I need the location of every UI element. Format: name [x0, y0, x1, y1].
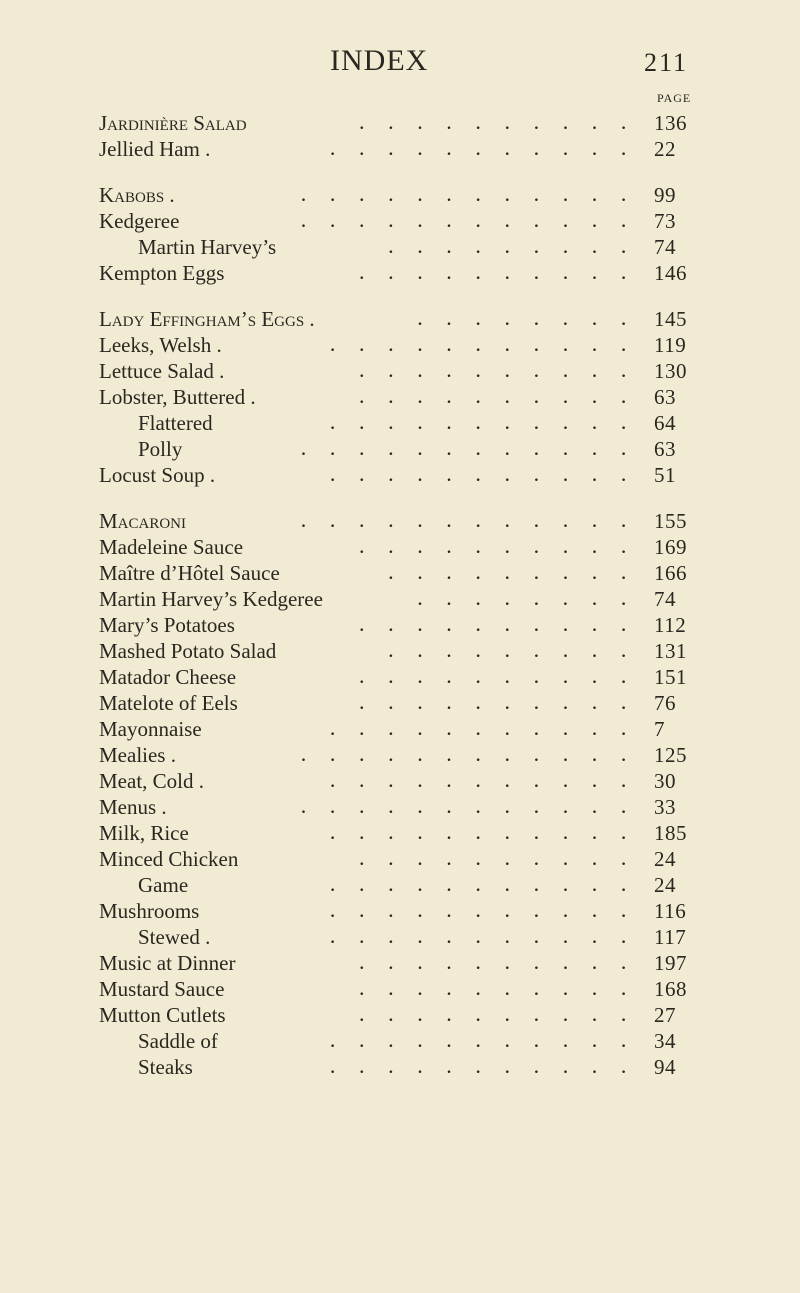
entry-page-number: 185 [654, 821, 687, 845]
index-entry [0, 768, 800, 794]
entry-page-number: 94 [654, 1055, 676, 1079]
index-entry [0, 872, 800, 898]
index-entry [0, 260, 800, 286]
page-number: 211 [644, 48, 689, 77]
index-entry [0, 560, 800, 586]
entry-page-number: 76 [654, 691, 676, 715]
index-entry [0, 976, 800, 1002]
dot-leader: ........ [417, 305, 650, 330]
entry-label: Mealies . [99, 743, 176, 767]
entry-page-number: 30 [654, 769, 676, 793]
dot-leader: .......... [359, 533, 650, 558]
entry-label: Jardinière Salad [99, 111, 247, 135]
entry-page-number: 131 [654, 639, 687, 663]
index-entry [0, 234, 800, 260]
entry-label: Menus . [99, 795, 167, 819]
entry-label: Martin Harvey’s Kedgeree [99, 587, 323, 611]
entry-page-number: 119 [654, 333, 687, 357]
dot-leader: .......... [359, 845, 650, 870]
entry-label: Martin Harvey’s [138, 235, 277, 259]
entry-label: Kedgeree [99, 209, 180, 233]
entry-label: Madeleine Sauce [99, 535, 244, 559]
entry-label: Steaks [138, 1055, 193, 1079]
dot-leader: .......... [359, 663, 650, 688]
index-entry [0, 1028, 800, 1054]
index-entry [0, 716, 800, 742]
index-entry [0, 332, 800, 358]
entry-label: Meat, Cold . [99, 769, 204, 793]
entry-label: Maître d’Hôtel Sauce [99, 561, 280, 585]
entry-page-number: 125 [654, 743, 687, 767]
dot-leader: .......... [359, 975, 650, 1000]
entry-page-number: 197 [654, 951, 687, 975]
index-entry [0, 462, 800, 488]
dot-leader: ........... [329, 409, 650, 434]
dot-leader: ............ [300, 793, 650, 818]
index-entry [0, 846, 800, 872]
dot-leader: ........... [329, 767, 650, 792]
index-entry [0, 924, 800, 950]
index-entry [0, 742, 800, 768]
index-entry [0, 208, 800, 234]
entry-label: Leeks, Welsh . [99, 333, 222, 357]
index-entry [0, 950, 800, 976]
entry-page-number: 24 [654, 873, 676, 897]
entry-page-number: 146 [654, 261, 687, 285]
entry-page-number: 168 [654, 977, 687, 1001]
index-entry [0, 508, 800, 534]
entry-label: Polly [138, 437, 183, 461]
dot-leader: ........... [329, 819, 650, 844]
entry-page-number: 74 [654, 235, 676, 259]
dot-leader: ........... [329, 331, 650, 356]
index-entry [0, 586, 800, 612]
entry-page-number: 22 [654, 137, 676, 161]
entry-page-number: 130 [654, 359, 687, 383]
dot-leader: ......... [388, 233, 650, 258]
entry-label: Matelote of Eels [99, 691, 238, 715]
entry-label: Mushrooms [99, 899, 200, 923]
index-entry [0, 358, 800, 384]
entry-label: Lobster, Buttered . [99, 385, 256, 409]
page-column-label: PAGE [657, 91, 692, 105]
dot-leader: .......... [359, 1001, 650, 1026]
dot-leader: .......... [359, 949, 650, 974]
dot-leader: ........... [329, 461, 650, 486]
entry-label: Lady Effingham’s Eggs . [99, 307, 315, 331]
entry-label: Mutton Cutlets [99, 1003, 226, 1027]
entry-page-number: 99 [654, 183, 676, 207]
entry-page-number: 116 [654, 899, 687, 923]
dot-leader: ............ [300, 741, 650, 766]
dot-leader: ............ [300, 207, 650, 232]
index-entry [0, 898, 800, 924]
entry-page-number: 136 [654, 111, 687, 135]
dot-leader: .......... [359, 383, 650, 408]
entry-page-number: 169 [654, 535, 687, 559]
entry-label: Mustard Sauce [99, 977, 225, 1001]
entry-page-number: 27 [654, 1003, 676, 1027]
dot-leader: ........... [329, 871, 650, 896]
dot-leader: ......... [388, 637, 650, 662]
index-entry [0, 612, 800, 638]
entry-label: Matador Cheese [99, 665, 237, 689]
entry-page-number: 117 [654, 925, 687, 949]
entry-label: Kempton Eggs [99, 261, 225, 285]
index-entry [0, 638, 800, 664]
entry-page-number: 64 [654, 411, 676, 435]
entry-page-number: 73 [654, 209, 676, 233]
dot-leader: ............ [300, 435, 650, 460]
entry-label: Jellied Ham . [99, 137, 211, 161]
entry-page-number: 112 [654, 613, 687, 637]
dot-leader: ........... [329, 1027, 650, 1052]
index-entry [0, 820, 800, 846]
index-entry [0, 306, 800, 332]
entry-label: Mary’s Potatoes [99, 613, 235, 637]
index-entries [0, 110, 800, 1080]
dot-leader: ........... [329, 1053, 650, 1078]
entry-page-number: 63 [654, 437, 676, 461]
entry-page-number: 155 [654, 509, 687, 533]
index-entry [0, 410, 800, 436]
dot-leader: .......... [359, 357, 650, 382]
entry-page-number: 51 [654, 463, 676, 487]
entry-label: Macaroni [99, 509, 187, 533]
entry-label: Kabobs . [99, 183, 175, 207]
dot-leader: ......... [388, 559, 650, 584]
index-entry [0, 182, 800, 208]
entry-label: Flattered [138, 411, 213, 435]
index-entry [0, 794, 800, 820]
dot-leader: ............ [300, 181, 650, 206]
index-entry [0, 534, 800, 560]
entry-label: Stewed . [138, 925, 211, 949]
dot-leader: .......... [359, 109, 650, 134]
entry-label: Music at Dinner [99, 951, 236, 975]
index-entry [0, 110, 800, 136]
index-entry [0, 1054, 800, 1080]
index-entry [0, 664, 800, 690]
dot-leader: .......... [359, 611, 650, 636]
dot-leader: ........... [329, 715, 650, 740]
page-header [0, 44, 800, 84]
entry-page-number: 63 [654, 385, 676, 409]
index-entry [0, 690, 800, 716]
entry-page-number: 74 [654, 587, 676, 611]
entry-label: Lettuce Salad . [99, 359, 225, 383]
entry-label: Mashed Potato Salad [99, 639, 277, 663]
entry-page-number: 151 [654, 665, 687, 689]
dot-leader: ............ [300, 507, 650, 532]
index-entry [0, 1002, 800, 1028]
entry-label: Saddle of [138, 1029, 218, 1053]
entry-page-number: 24 [654, 847, 676, 871]
entry-label: Milk, Rice [99, 821, 189, 845]
index-entry [0, 436, 800, 462]
dot-leader: .......... [359, 259, 650, 284]
dot-leader: ........... [329, 923, 650, 948]
index-entry [0, 136, 800, 162]
entry-page-number: 7 [654, 717, 665, 741]
entry-page-number: 33 [654, 795, 676, 819]
entry-label: Game [138, 873, 189, 897]
dot-leader: ........ [417, 585, 650, 610]
entry-page-number: 34 [654, 1029, 676, 1053]
entry-label: Mayonnaise [99, 717, 202, 741]
entry-page-number: 166 [654, 561, 687, 585]
entry-label: Minced Chicken [99, 847, 239, 871]
dot-leader: .......... [359, 689, 650, 714]
dot-leader: ........... [329, 897, 650, 922]
entry-label: Locust Soup . [99, 463, 216, 487]
dot-leader: ........... [329, 135, 650, 160]
running-title: INDEX [330, 44, 429, 77]
index-entry [0, 384, 800, 410]
entry-page-number: 145 [654, 307, 687, 331]
